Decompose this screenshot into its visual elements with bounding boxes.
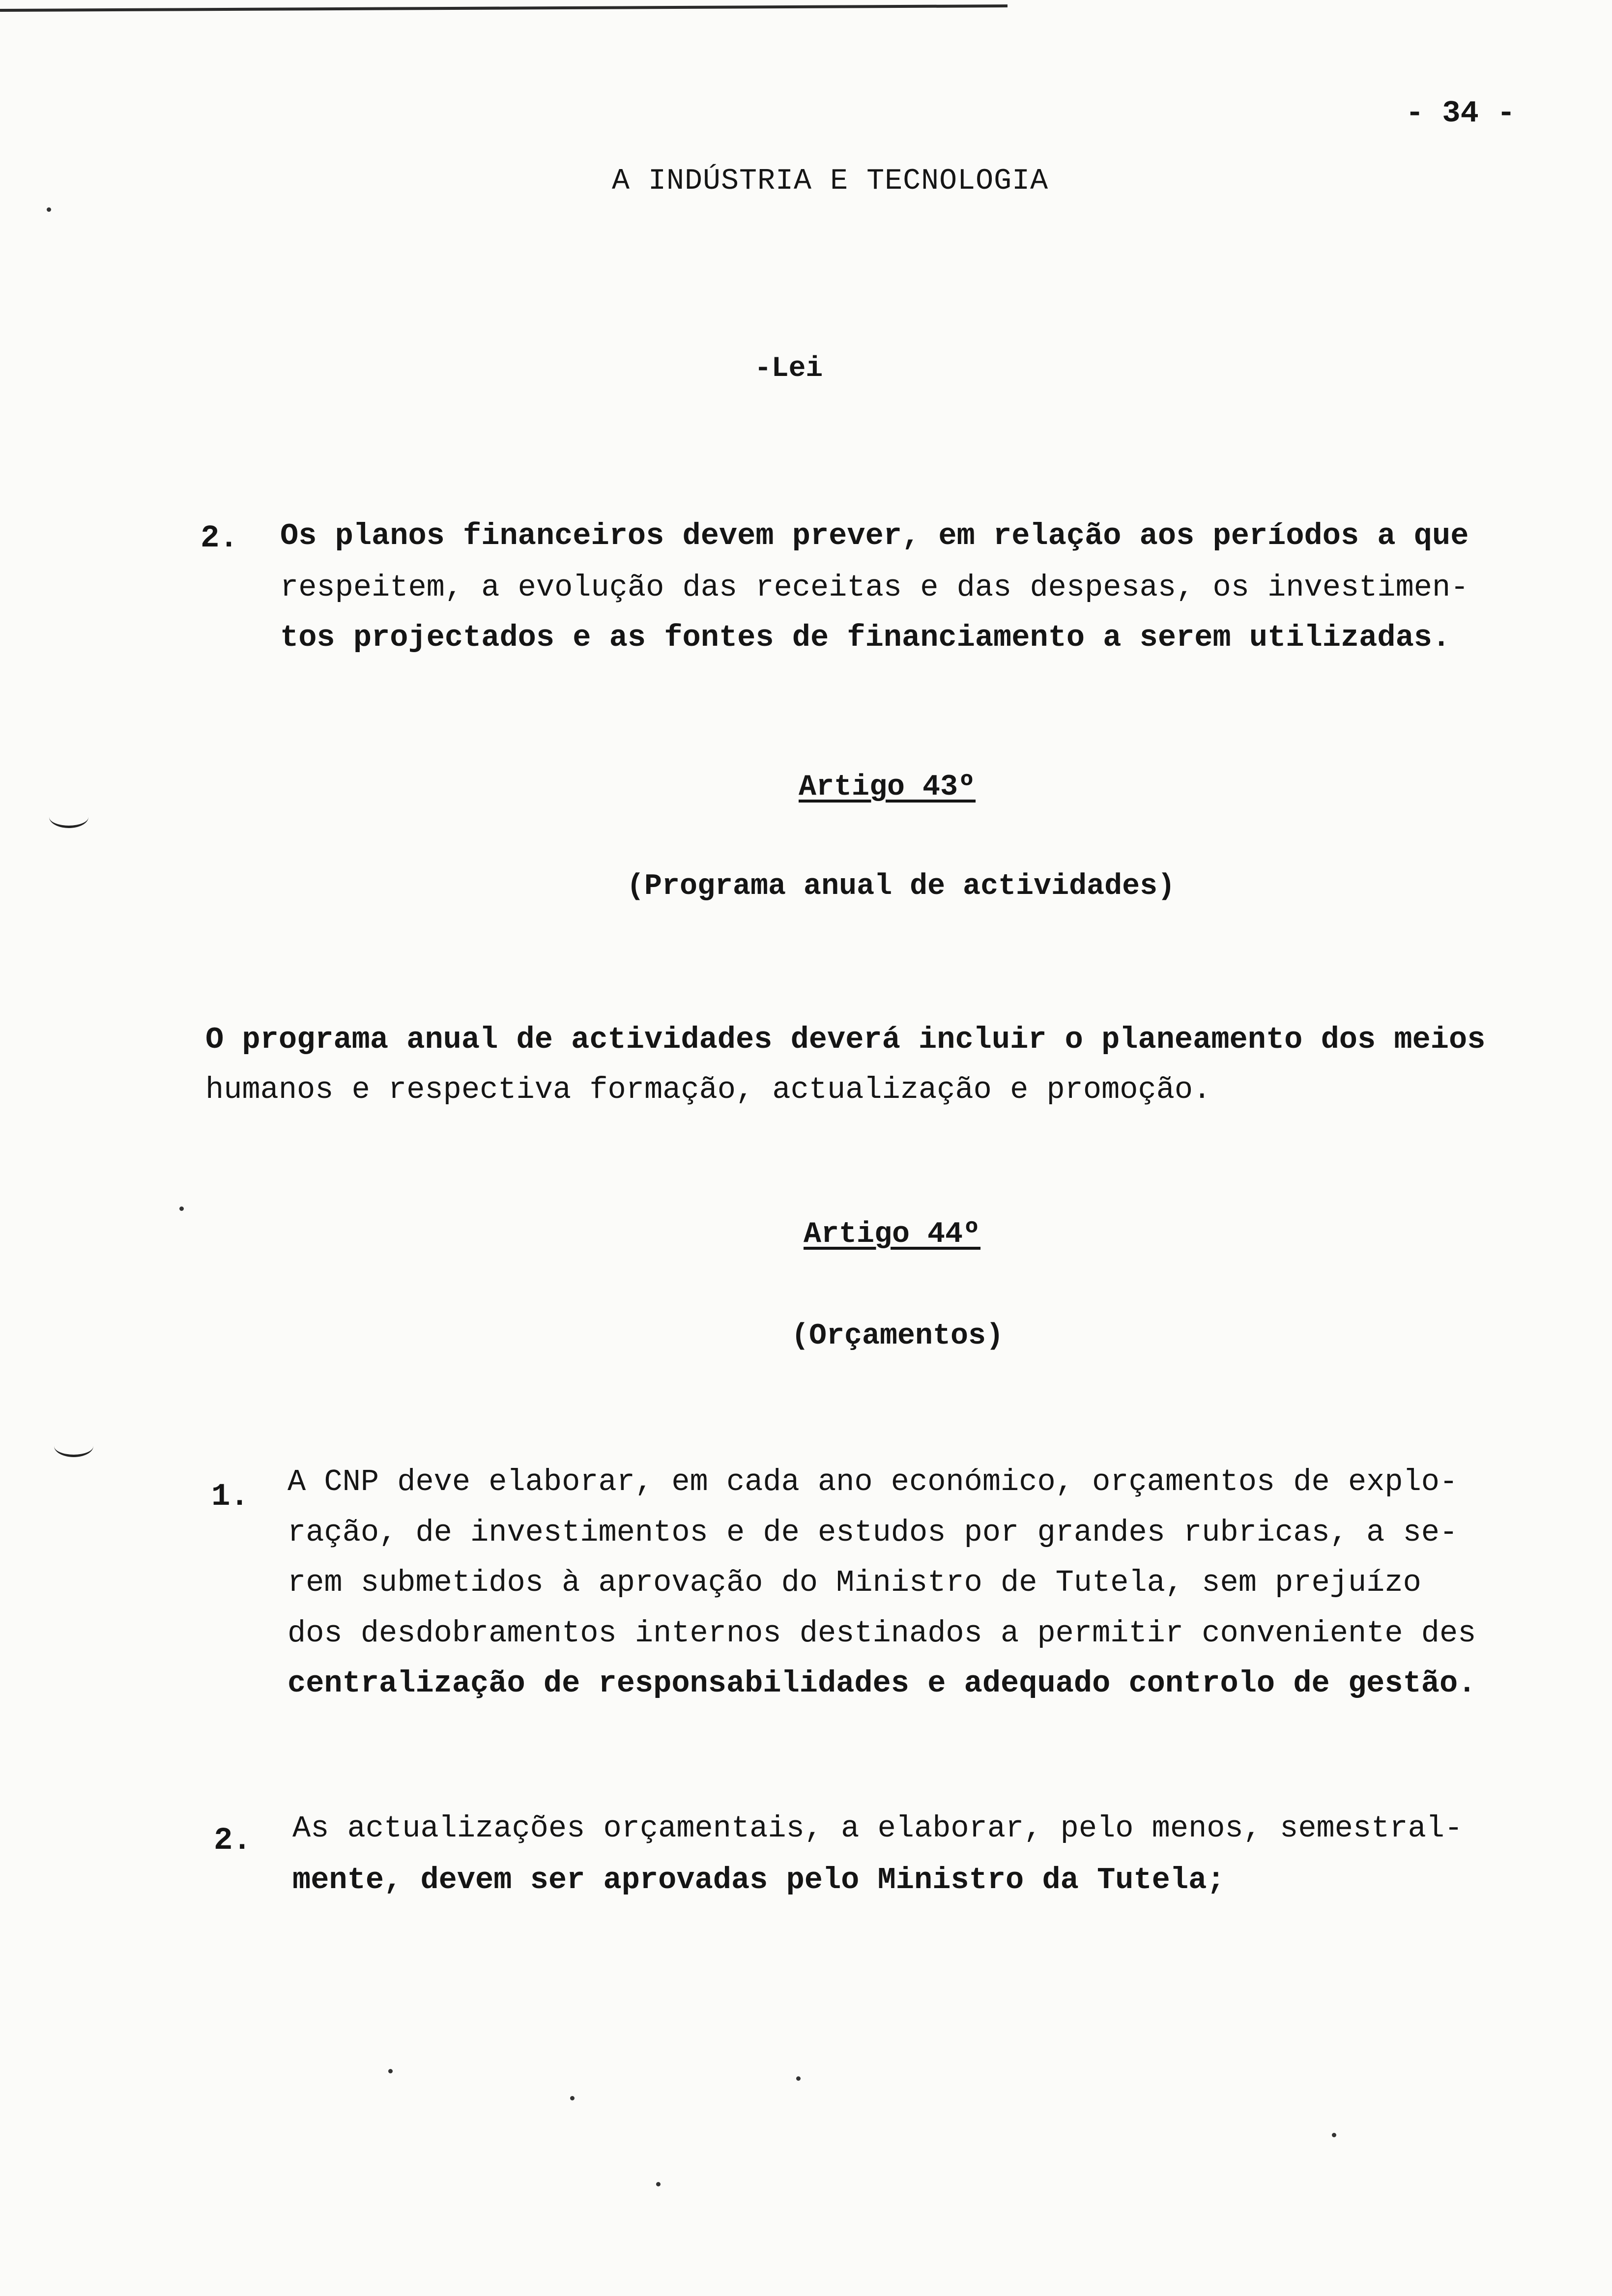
scan-artifact-dot <box>388 2069 393 2073</box>
paragraph-line: Os planos financeiros devem prever, em relação aos períodos a que <box>280 518 1469 553</box>
scan-artifact-mark <box>54 1435 93 1457</box>
scan-artifact-dot <box>796 2076 801 2081</box>
document-label: -Lei <box>754 353 823 385</box>
article-text-line: humanos e respectiva formação, actualização e promoção. <box>205 1072 1211 1107</box>
item-line: dos desdobramentos internos destinados a permitir conveniente des <box>288 1616 1476 1651</box>
page-header: A INDÚSTRIA E TECNOLOGIA <box>612 165 1049 198</box>
article-subtitle: (Programa anual de actividades) <box>627 870 1176 903</box>
scan-artifact-dot <box>1332 2133 1336 2137</box>
scan-artifact-dot <box>179 1206 184 1211</box>
page-number: - 34 - <box>1406 96 1516 131</box>
article-text-line: O programa anual de actividades deverá incluir o planeamento dos meios <box>205 1022 1486 1057</box>
scan-artifact-dot <box>656 2182 661 2186</box>
item-line: As actualizações orçamentais, a elaborar, pelo menos, semestral- <box>292 1811 1463 1846</box>
paragraph-line: respeitem, a evolução das receitas e das despesas, os investimen- <box>280 570 1469 605</box>
item-line: centralização de responsabilidades e adequado controlo de gestão. <box>288 1666 1476 1701</box>
item-line: A CNP deve elaborar, em cada ano económico, orçamentos de explo- <box>288 1464 1458 1499</box>
scan-artifact-mark <box>49 806 88 828</box>
article-title: Artigo 43º <box>799 771 976 804</box>
article-title: Artigo 44º <box>804 1218 981 1251</box>
item-number: 2. <box>214 1823 252 1859</box>
item-line: ração, de investimentos e de estudos por grandes rubricas, a se- <box>288 1515 1458 1550</box>
paragraph-number: 2. <box>201 521 238 556</box>
article-subtitle: (Orçamentos) <box>791 1320 1004 1353</box>
item-number: 1. <box>211 1479 249 1515</box>
item-line: mente, devem ser aprovadas pelo Ministro da Tutela; <box>292 1863 1225 1897</box>
item-line: rem submetidos à aprovação do Ministro de Tutela, sem prejuízo <box>288 1565 1421 1600</box>
paragraph-line: tos projectados e as fontes de financiamento a serem utilizadas. <box>280 620 1451 655</box>
scan-artifact-dot <box>47 207 51 212</box>
scan-artifact-dot <box>570 2096 575 2100</box>
scan-edge-line <box>0 4 1008 12</box>
